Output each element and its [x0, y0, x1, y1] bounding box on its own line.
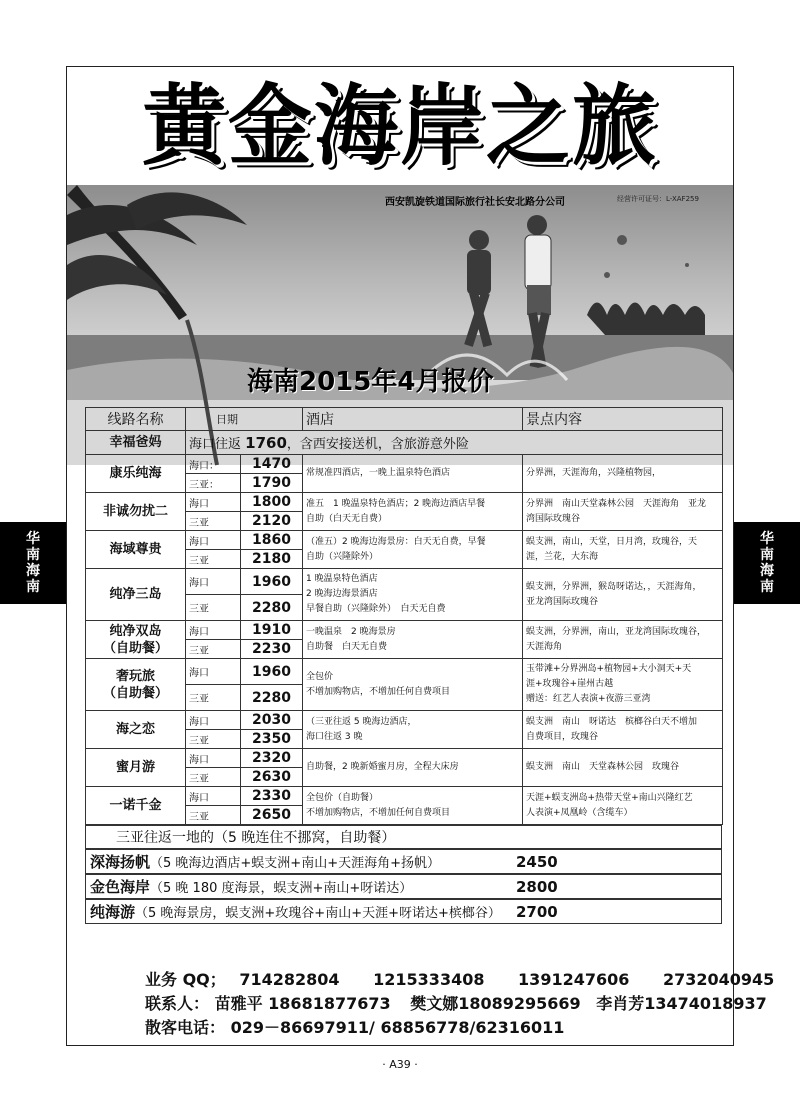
- route-city: 海口: [186, 659, 241, 685]
- spots-line: 蜈支洲 南山 天堂森林公园 玫瑰谷: [526, 762, 680, 772]
- route-city: 三亚：: [186, 474, 241, 493]
- route-hotel: [303, 749, 523, 787]
- qq-number: 2732040945: [662, 970, 775, 989]
- spots-line: 天涯+蜈支洲岛+热带天堂+南山兴隆红艺: [526, 792, 693, 803]
- spots-line: 蜈支洲，南山，天堂，日月湾，玫瑰谷，天: [526, 536, 698, 547]
- route-price: 2650: [241, 806, 303, 825]
- route-hotel: [303, 455, 523, 493]
- contact-person: 李肖芳13474018937: [596, 994, 767, 1013]
- sanya-item-name: 金色海岸: [90, 878, 151, 896]
- sanya-item-name: 深海扬帆: [90, 853, 151, 871]
- route-name: [86, 749, 186, 787]
- header-date: 日期: [186, 408, 303, 431]
- hotel-line: 自助餐，2 晚新婚蜜月房，全程大床房: [306, 762, 459, 772]
- company-name: 西安凯旋铁道国际旅行社长安北路分公司: [385, 197, 565, 208]
- route-name-line: 康乐纯海: [109, 466, 162, 481]
- sanya-heading: 三亚往返一地的（5 晚连住不挪窝，自助餐）: [85, 825, 722, 849]
- hotel-line: 自助（兴隆除外）: [306, 551, 379, 562]
- route-name: [86, 531, 186, 569]
- route-city: 海口: [186, 569, 241, 595]
- sanya-item-desc: （5 晚 180 度海景，蜈支洲+南山+呀诺达）: [150, 881, 413, 896]
- table-row: [86, 711, 723, 730]
- spots-line: 天涯海角: [526, 641, 563, 652]
- route-price: 1960: [241, 659, 303, 685]
- spots-line: 湾国际玫瑰谷: [526, 513, 581, 524]
- qq-line: [145, 967, 774, 990]
- table-row: [86, 493, 723, 512]
- route-price: 2350: [241, 730, 303, 749]
- route-price: 1800: [241, 493, 303, 512]
- spots-line: 蜈支洲，分界洲，猴岛呀诺达，，天涯海角，: [526, 581, 702, 592]
- hotel-line: 全包价（自助餐）: [306, 792, 379, 803]
- route-price: 2180: [241, 550, 303, 569]
- sanya-item-desc: （5 晚海景房，蜈支洲+玫瑰谷+南山+天涯+呀诺达+槟榔谷）: [135, 906, 501, 921]
- hotel-line: 准五 1 晚温泉特色酒店；2 晚海边酒店早餐: [306, 498, 486, 509]
- route-name-line: 蜜月游: [115, 760, 155, 775]
- route-name: [86, 455, 186, 493]
- route-city: 三亚: [186, 512, 241, 531]
- route-price: 2330: [241, 787, 303, 806]
- route-name: [86, 493, 186, 531]
- route-name-line: （自助餐）: [102, 685, 168, 701]
- route-hotel: [303, 659, 523, 711]
- table-row: [86, 787, 723, 806]
- route-spots: [523, 749, 723, 787]
- qq-number: 1391247606: [518, 970, 630, 989]
- route-price: 2280: [241, 595, 303, 621]
- side-tab-left: [0, 522, 66, 604]
- route-name: [86, 711, 186, 749]
- route-spots: [523, 569, 723, 621]
- page-number: · A39 ·: [382, 1058, 418, 1071]
- contact-person: 樊文娜18089295669: [410, 994, 581, 1013]
- spots-line: 玉带滩+分界洲岛+植物园+大小洞天+天: [526, 664, 692, 674]
- route-name-line: 一诺千金: [109, 798, 162, 813]
- table-row: [86, 749, 723, 768]
- route-city: 三亚: [186, 640, 241, 659]
- phone-line: [145, 1015, 564, 1038]
- route-name-line: 海之恋: [115, 722, 155, 737]
- side-tab-char: 华: [26, 531, 40, 547]
- route-city: 海口: [186, 621, 241, 640]
- sanya-item-name: 纯海游: [90, 903, 136, 921]
- hotel-line: 常规准四酒店，一晚上温泉特色酒店: [306, 468, 451, 478]
- route-city: 海口: [186, 711, 241, 730]
- route-price: 1790: [241, 474, 303, 493]
- hotel-line: 海口往返 3 晚: [306, 731, 363, 742]
- side-tab-char: 南: [26, 579, 40, 595]
- phone-label: 散客电话：: [145, 1018, 226, 1037]
- phone-numbers: 029－86697911/ 68856778/62316011: [230, 1018, 565, 1037]
- route-name-line: 海域尊贵: [109, 542, 162, 557]
- hotel-line: （准五）2 晚海边海景房：白天无自费，早餐: [306, 536, 486, 547]
- spots-line: 人表演+凤凰岭（含缆车）: [526, 807, 633, 818]
- side-tab-char: 海: [760, 563, 774, 579]
- spots-line: 分界洲，天涯海角，兴隆植物园，: [526, 468, 662, 478]
- route-spots: [523, 787, 723, 825]
- spots-line: 分界洲 南山天堂森林公园 天涯海角 亚龙: [526, 498, 707, 509]
- hotel-line: 全包价: [306, 671, 334, 682]
- side-tab-char: 南: [760, 579, 774, 595]
- route-hotel: [303, 493, 523, 531]
- route-name-line: 纯净三岛: [109, 587, 162, 602]
- spots-line: 涯+玫瑰谷+崖州古越: [526, 679, 614, 689]
- route-city: 三亚: [186, 550, 241, 569]
- hotel-line: 自助（白天无自费）: [306, 513, 388, 524]
- route-hotel: [303, 531, 523, 569]
- hotel-line: （三亚往返 5 晚海边酒店，: [306, 716, 417, 727]
- route-name-line: 纯净双岛: [109, 623, 162, 639]
- sanya-item-price: 2450: [516, 853, 558, 871]
- hotel-line: 一晚温泉 2 晚海景房: [306, 626, 396, 637]
- route-city: 三亚: [186, 595, 241, 621]
- sanya-item-price: 2700: [516, 903, 558, 921]
- table-row: [86, 455, 723, 474]
- side-tab-char: 海: [26, 563, 40, 579]
- contact-person: 苗雅平 18681877673: [214, 994, 391, 1013]
- table-row: [86, 621, 723, 640]
- route-spots: [523, 621, 723, 659]
- side-tab-char: 华: [760, 531, 774, 547]
- route-summary: [186, 431, 723, 455]
- route-city: 三亚: [186, 806, 241, 825]
- quote-title: 海南2015年4月报价: [247, 367, 494, 397]
- route-city: 三亚: [186, 685, 241, 711]
- qq-label: 业务 QQ；: [145, 970, 226, 989]
- route-price: 2630: [241, 768, 303, 787]
- route-city: 三亚: [186, 730, 241, 749]
- route-price: 1860: [241, 531, 303, 550]
- header-spots: 景点内容: [523, 408, 723, 431]
- route-hotel: [303, 569, 523, 621]
- people-label: 联系人：: [145, 994, 210, 1013]
- price-table: [85, 407, 723, 825]
- route-price: 1960: [241, 569, 303, 595]
- route-price: 2120: [241, 512, 303, 531]
- route-hotel: [303, 787, 523, 825]
- route-city: 海口：: [186, 455, 241, 474]
- route-hotel: [303, 711, 523, 749]
- sanya-item: [85, 874, 722, 899]
- route-name: [86, 659, 186, 711]
- route-city: 海口: [186, 749, 241, 768]
- sanya-item: [85, 849, 722, 874]
- sanya-item: [85, 899, 722, 924]
- route-hotel: [303, 621, 523, 659]
- title-text: 黄金海岸之旅: [141, 73, 658, 178]
- license-number: 经营许可证号：L-XAF259: [617, 195, 699, 203]
- page-title: [67, 67, 733, 185]
- route-name-line: （自助餐）: [102, 640, 168, 656]
- route-spots: [523, 711, 723, 749]
- table-row: [86, 531, 723, 550]
- table-row: [86, 431, 723, 455]
- route-city: 海口: [186, 493, 241, 512]
- route-name: [86, 621, 186, 659]
- route-city: 海口: [186, 787, 241, 806]
- route-spots: [523, 531, 723, 569]
- contact-people-line: [145, 991, 767, 1014]
- spots-line: 亚龙湾国际玫瑰谷: [526, 596, 599, 607]
- header-route: 线路名称: [86, 408, 186, 431]
- qq-number: 714282804: [239, 970, 340, 989]
- route-name: [86, 787, 186, 825]
- side-tab-right: [734, 522, 800, 604]
- side-tab-char: 南: [760, 547, 774, 563]
- spots-line: 蜈支洲 南山 呀诺达 槟榔谷白天不增加: [526, 716, 698, 727]
- header-hotel: 酒店: [303, 408, 523, 431]
- route-city: 海口: [186, 531, 241, 550]
- route-price: 2280: [241, 685, 303, 711]
- route-city: 三亚: [186, 768, 241, 787]
- table-row: [86, 569, 723, 595]
- route-price: 2320: [241, 749, 303, 768]
- table-row: [86, 659, 723, 685]
- route-price: 2030: [241, 711, 303, 730]
- route-price: 1910: [241, 621, 303, 640]
- hotel-line: 1 晚温泉特色酒店: [306, 574, 378, 584]
- route-price: 1470: [241, 455, 303, 474]
- summary-suffix: ，含西安接送机，含旅游意外险: [286, 437, 469, 452]
- route-spots: [523, 659, 723, 711]
- spots-line: 自费项目，玫瑰谷: [526, 731, 599, 742]
- route-name: 幸福爸妈: [86, 431, 186, 455]
- hotel-line: 2 晚海边海景酒店: [306, 589, 378, 599]
- spots-line: 赠送：红艺人表演+夜游三亚湾: [526, 694, 651, 704]
- hotel-line: 早餐自助（兴隆除外） 白天无自费: [306, 604, 446, 614]
- hotel-line: 不增加购物店，不增加任何自费项目: [306, 807, 451, 818]
- hotel-line: 自助餐 白天无自费: [306, 641, 388, 652]
- table-header-row: [86, 408, 723, 431]
- route-name-line: 奢玩旅: [115, 668, 155, 684]
- route-spots: [523, 455, 723, 493]
- spots-line: 涯，兰花，大东海: [526, 551, 599, 562]
- qq-number: 1215333408: [373, 970, 485, 989]
- side-tab-char: 南: [26, 547, 40, 563]
- sanya-item-desc: （5 晚海边酒店+蜈支洲+南山+天涯海角+扬帆）: [150, 856, 440, 871]
- route-price: 1760: [245, 434, 287, 452]
- route-name: [86, 569, 186, 621]
- page-frame: [66, 66, 775, 1046]
- spots-line: 蜈支洲，分界洲，南山，亚龙湾国际玫瑰谷，: [526, 626, 707, 637]
- route-price: 2230: [241, 640, 303, 659]
- summary-prefix: 海口往返: [189, 437, 242, 452]
- hotel-line: 不增加购物店，不增加任何自费项目: [306, 686, 451, 697]
- route-name-line: 非诚勿扰二: [102, 504, 168, 519]
- sanya-item-price: 2800: [516, 878, 558, 896]
- route-spots: [523, 493, 723, 531]
